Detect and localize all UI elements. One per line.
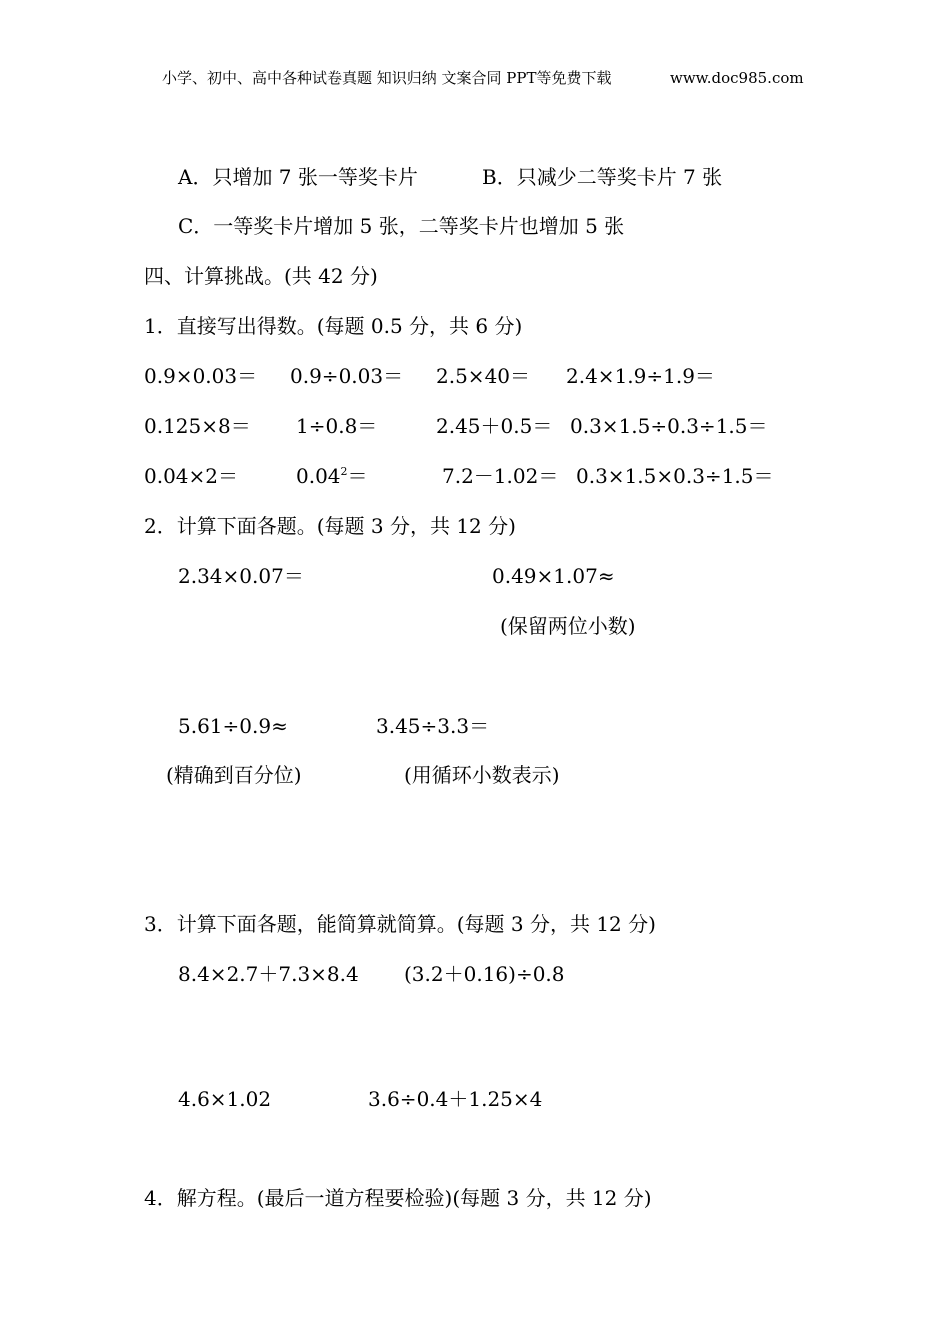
header-left-text: 小学、初中、高中各种试卷真题 知识归纳 文案合同 PPT等免费下载 <box>162 69 612 87</box>
q1-item-1: 0.9×0.03＝ <box>144 364 258 388</box>
q3-problem-3: 4.6×1.02 <box>178 1087 272 1111</box>
header-website: www.doc985.com <box>670 69 804 87</box>
q3-problem-4: 3.6÷0.4＋1.25×4 <box>368 1087 543 1111</box>
q3-problem-1: 8.4×2.7＋7.3×8.4 <box>178 962 359 986</box>
q1-item-11: 7.2－1.02＝ <box>442 464 559 488</box>
option-c: C．一等奖卡片增加 5 张，二等奖卡片也增加 5 张 <box>178 214 625 238</box>
q2-problem-3: 5.61÷0.9≈ <box>178 714 288 738</box>
option-a: A．只增加 7 张一等奖卡片 <box>178 165 418 189</box>
q1-item-6: 1÷0.8＝ <box>296 414 378 438</box>
q1-item-10 <box>296 466 368 486</box>
q1-item-7: 2.45＋0.5＝ <box>436 414 553 438</box>
q3-problem-2: (3.2＋0.16)÷0.8 <box>404 962 565 986</box>
q2-problem-2: 0.49×1.07≈ <box>492 564 615 588</box>
q2-problem-1: 2.34×0.07＝ <box>178 564 304 588</box>
q1-item-12: 0.3×1.5×0.3÷1.5＝ <box>576 464 774 488</box>
q1-item-10-equals: ＝ <box>347 464 368 488</box>
q2-problem-4: 3.45÷3.3＝ <box>376 714 490 738</box>
option-b: B．只减少二等奖卡片 7 张 <box>482 165 723 189</box>
q2-problem-2-note: (保留两位小数) <box>500 614 636 638</box>
q1-item-10-exponent: 2 <box>340 465 348 478</box>
q1-item-2: 0.9÷0.03＝ <box>290 364 404 388</box>
q1-item-10-base: 0.04 <box>296 464 341 488</box>
q2-title: 2．计算下面各题。(每题 3 分，共 12 分) <box>144 514 516 538</box>
q1-item-5: 0.125×8＝ <box>144 414 251 438</box>
section-4-title: 四、计算挑战。(共 42 分) <box>144 264 378 288</box>
q2-problem-4-note: (用循环小数表示) <box>404 763 560 787</box>
q1-item-8: 0.3×1.5÷0.3÷1.5＝ <box>570 414 768 438</box>
q1-item-9: 0.04×2＝ <box>144 464 239 488</box>
q1-title: 1．直接写出得数。(每题 0.5 分，共 6 分) <box>144 314 523 338</box>
q3-title: 3．计算下面各题，能简算就简算。(每题 3 分，共 12 分) <box>144 912 656 936</box>
q1-item-3: 2.5×40＝ <box>436 364 531 388</box>
q2-problem-3-note: (精确到百分位) <box>166 763 302 787</box>
q4-title: 4．解方程。(最后一道方程要检验)(每题 3 分，共 12 分) <box>144 1186 652 1210</box>
q1-item-4: 2.4×1.9÷1.9＝ <box>566 364 715 388</box>
